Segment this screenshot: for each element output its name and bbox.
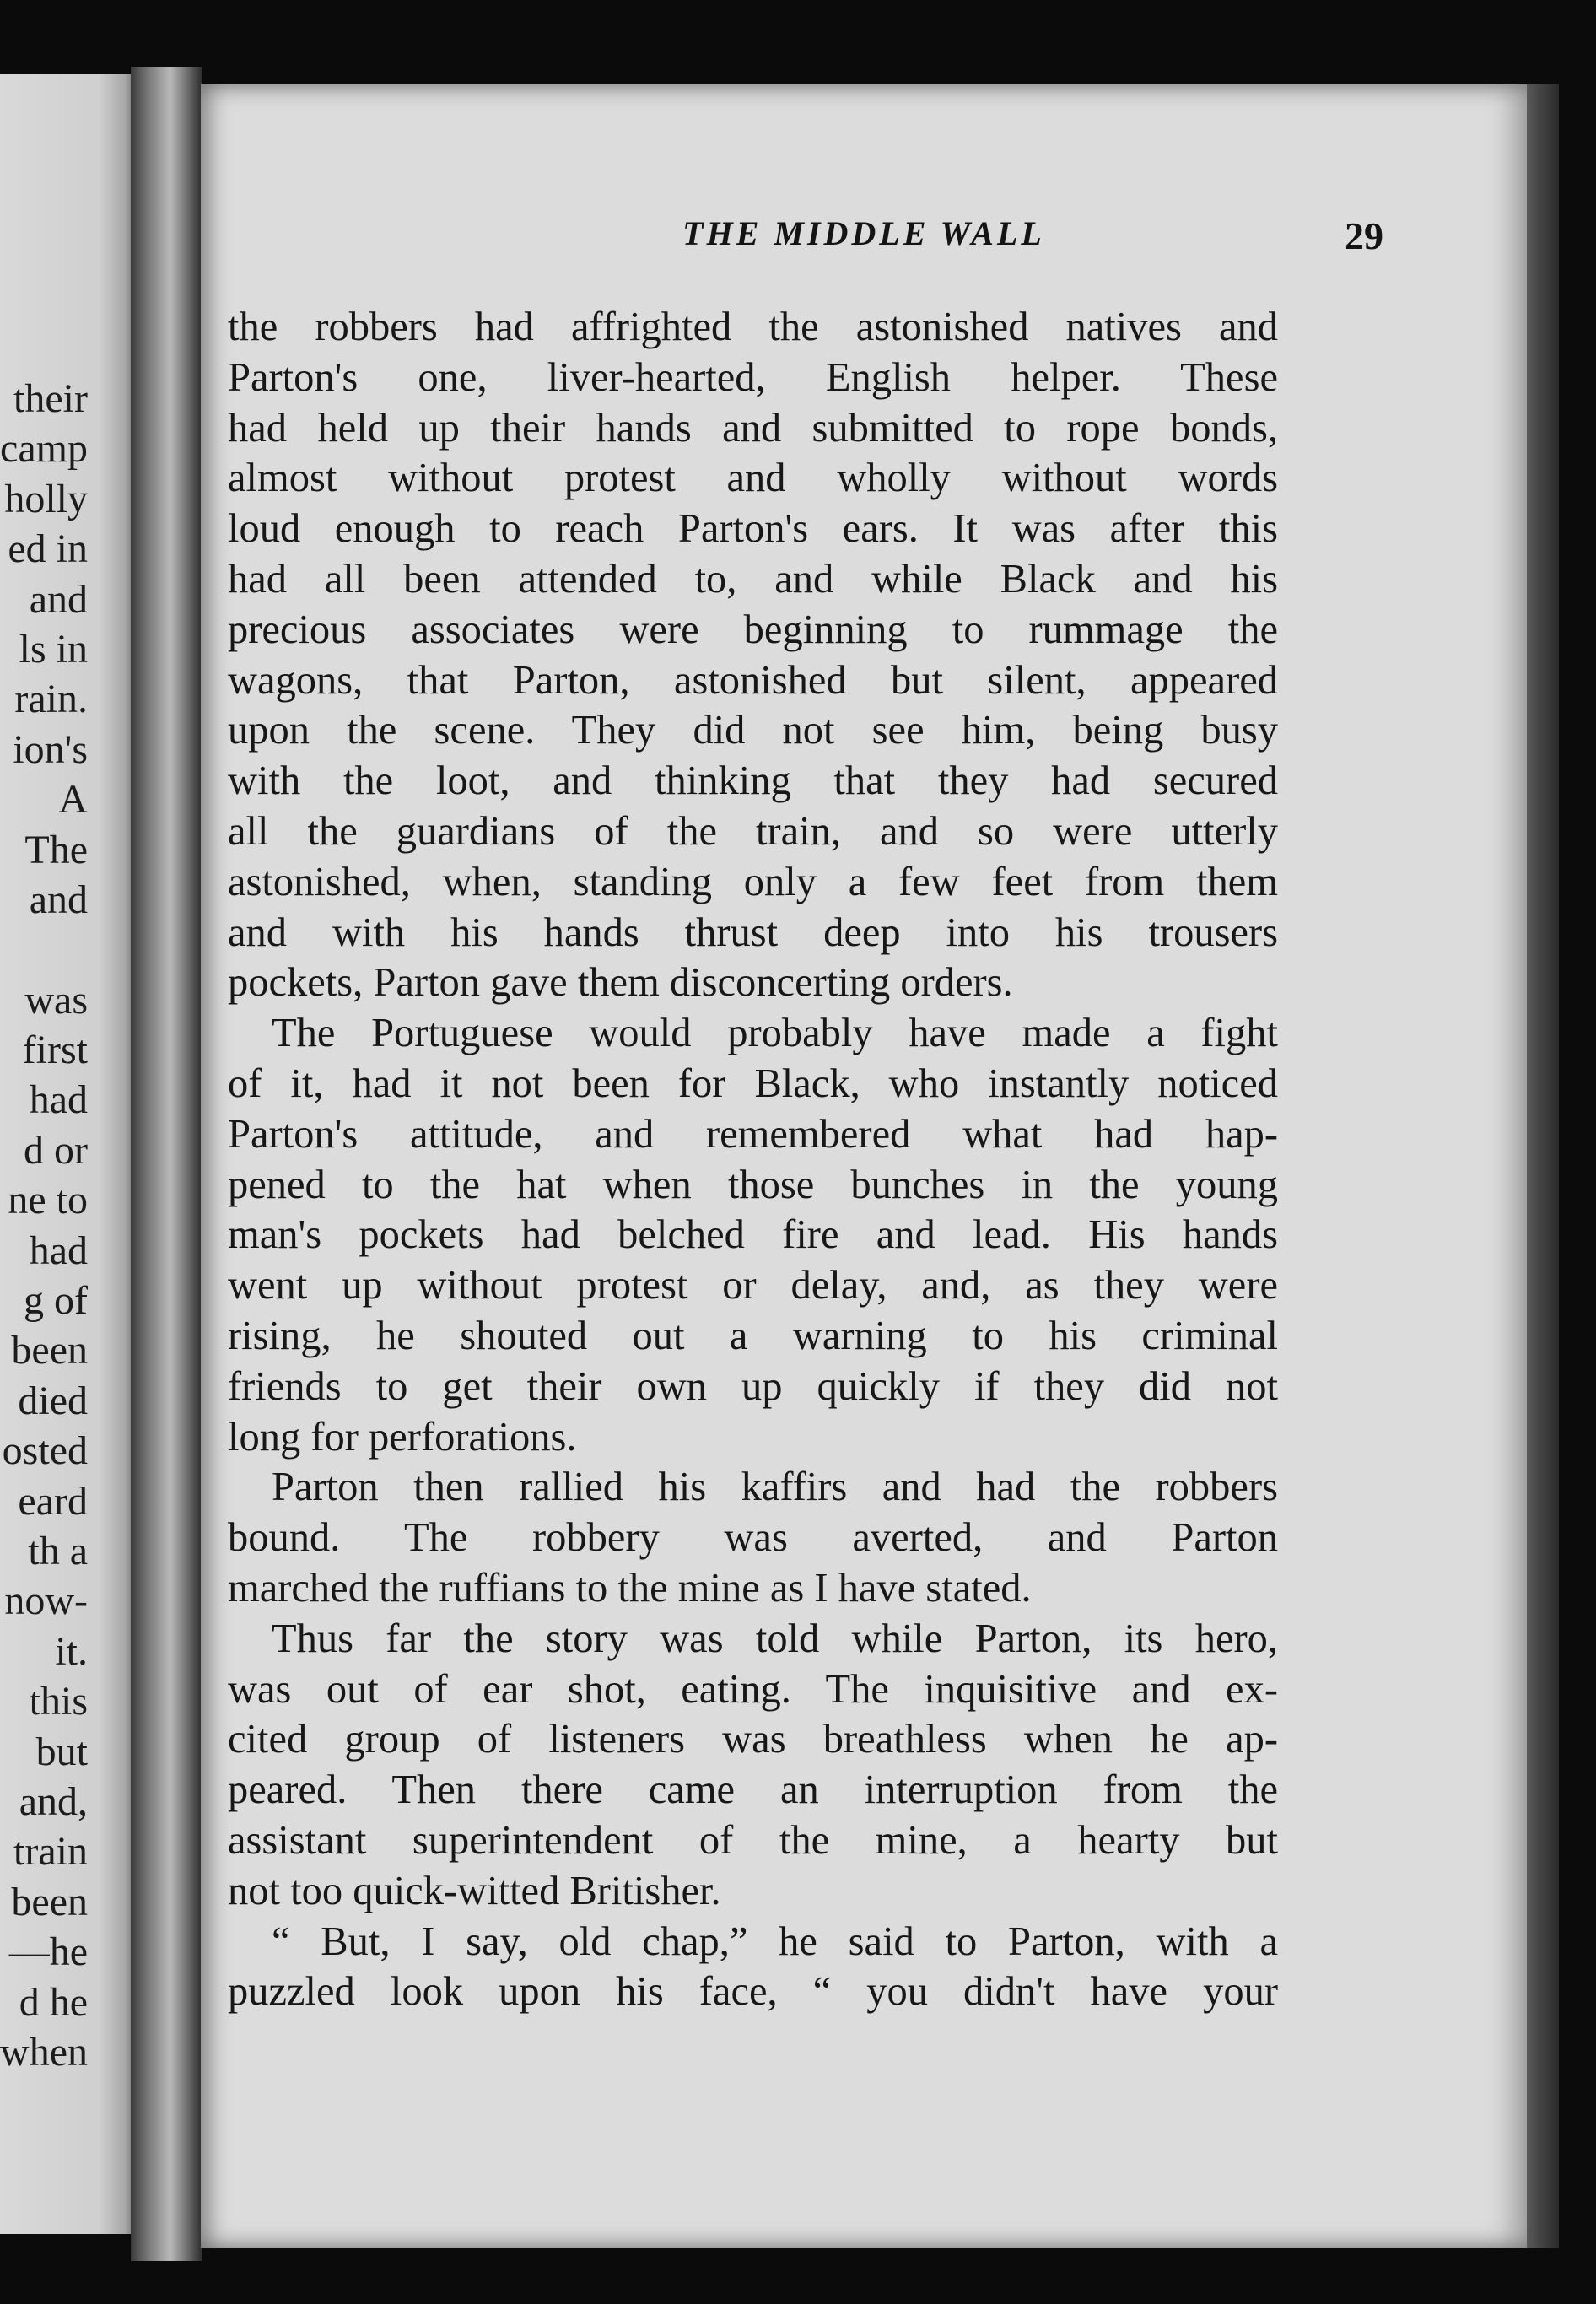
text-line: the robbers had affrighted the astonished natives and: [228, 305, 1278, 349]
text-line: marched the ruffians to the mine as I have stated.: [228, 1565, 1032, 1611]
text-line: Parton's one, liver-hearted, English helper. These: [228, 354, 1278, 400]
left-page-text: [0, 374, 88, 2077]
text-line: friends to get their own up quickly if they did not: [228, 1363, 1278, 1409]
body-text: [228, 302, 1278, 2017]
left-page-line: been: [11, 1328, 88, 1373]
left-page-line: had: [29, 1077, 88, 1123]
left-page-line: when: [0, 2029, 88, 2075]
left-page-line: holly: [4, 476, 88, 521]
text-line: assistant superintendent of the mine, a hearty but: [228, 1817, 1278, 1863]
text-line: puzzled look upon his face, “ you didn't have your: [228, 1969, 1278, 2015]
text-line: pockets, Parton gave them disconcerting orders.: [228, 960, 1013, 1006]
left-page-line: and: [29, 576, 88, 622]
text-line: almost without protest and wholly without words: [228, 456, 1278, 501]
text-line: had held up their hands and submitted to rope bonds,: [228, 405, 1278, 451]
left-page-line: ion's: [13, 726, 88, 772]
text-line: went up without protest or delay, and, as they were: [228, 1263, 1278, 1308]
left-page-line: this: [29, 1679, 88, 1724]
text-line: bound. The robbery was averted, and Parton: [228, 1515, 1278, 1561]
left-page-line: was: [24, 977, 88, 1023]
left-page-line: ne to: [8, 1178, 88, 1223]
left-page-line: d or: [24, 1127, 88, 1173]
left-page-line: now-: [4, 1578, 88, 1624]
text-line: peared. Then there came an interruption from the: [228, 1767, 1278, 1813]
text-line: cited group of listeners was breathless when he ap-: [228, 1717, 1278, 1762]
text-line: man's pockets had belched fire and lead. His hands: [228, 1212, 1278, 1258]
left-page-line: train: [13, 1829, 88, 1875]
left-page-line: and,: [19, 1778, 88, 1824]
text-line: precious associates were beginning to rummage the: [228, 607, 1278, 652]
text-line: loud enough to reach Parton's ears. It was after this: [228, 506, 1278, 552]
left-page-line: rain.: [14, 677, 88, 722]
left-page-line: died: [18, 1378, 88, 1423]
text-line: astonished, when, standing only a few feet from them: [228, 859, 1278, 904]
left-page-line: —he: [8, 1929, 88, 1975]
text-line: pened to the hat when those bunches in the young: [228, 1162, 1278, 1207]
left-page-line: it.: [55, 1628, 88, 1674]
left-page-line: camp: [0, 426, 88, 472]
text-line: all the guardians of the train, and so were utterly: [228, 808, 1278, 854]
text-line: “ But, I say, old chap,” he said to Parton, with a: [272, 1918, 1278, 1964]
text-line: upon the scene. They did not see him, being busy: [228, 708, 1278, 753]
running-head: THE MIDDLE WALL: [682, 214, 1045, 252]
text-line: was out of ear shot, eating. The inquisitive and ex-: [228, 1666, 1278, 1712]
text-line: Parton then rallied his kaffirs and had the robbers: [272, 1465, 1278, 1510]
text-line: had all been attended to, and while Black and his: [228, 556, 1278, 602]
text-line: of it, had it not been for Black, who instantly noticed: [228, 1060, 1278, 1106]
book-gutter: [131, 67, 202, 2261]
left-page-line: [0, 925, 88, 974]
left-page-line: A: [58, 777, 88, 823]
left-page-line: ed in: [8, 526, 88, 572]
text-line: rising, he shouted out a warning to his criminal: [228, 1313, 1278, 1358]
left-page-line: The: [24, 827, 88, 872]
text-line: Parton's attitude, and remembered what had hap-: [228, 1111, 1278, 1157]
left-page-line: their: [13, 376, 88, 421]
left-page-line: d he: [19, 1979, 88, 2025]
text-line: wagons, that Parton, astonished but silent, appeared: [228, 657, 1278, 703]
book-page: [201, 84, 1527, 2248]
left-page-line: and: [29, 877, 88, 922]
left-page-line: th a: [28, 1528, 88, 1573]
left-page-line: eard: [18, 1478, 88, 1524]
left-page-line: first: [22, 1028, 88, 1073]
text-line: not too quick-witted Britisher.: [228, 1868, 721, 1913]
text-line: and with his hands thrust deep into his trousers: [228, 909, 1278, 955]
text-line: The Portuguese would probably have made a fight: [272, 1011, 1278, 1056]
left-page-line: had: [29, 1228, 88, 1273]
text-line: with the loot, and thinking that they had secured: [228, 758, 1278, 804]
left-page-line: ls in: [19, 626, 88, 672]
left-page-line: osted: [2, 1428, 88, 1474]
page-edge-shadow: [1525, 84, 1559, 2248]
page-number: 29: [1345, 214, 1383, 257]
text-line: long for perforations.: [228, 1414, 577, 1460]
text-line: Thus far the story was told while Parton, its hero,: [272, 1616, 1278, 1661]
left-page-line: g of: [24, 1278, 88, 1324]
left-facing-page: [0, 74, 142, 2234]
left-page-line: been: [11, 1879, 88, 1924]
left-page-line: but: [35, 1729, 88, 1774]
